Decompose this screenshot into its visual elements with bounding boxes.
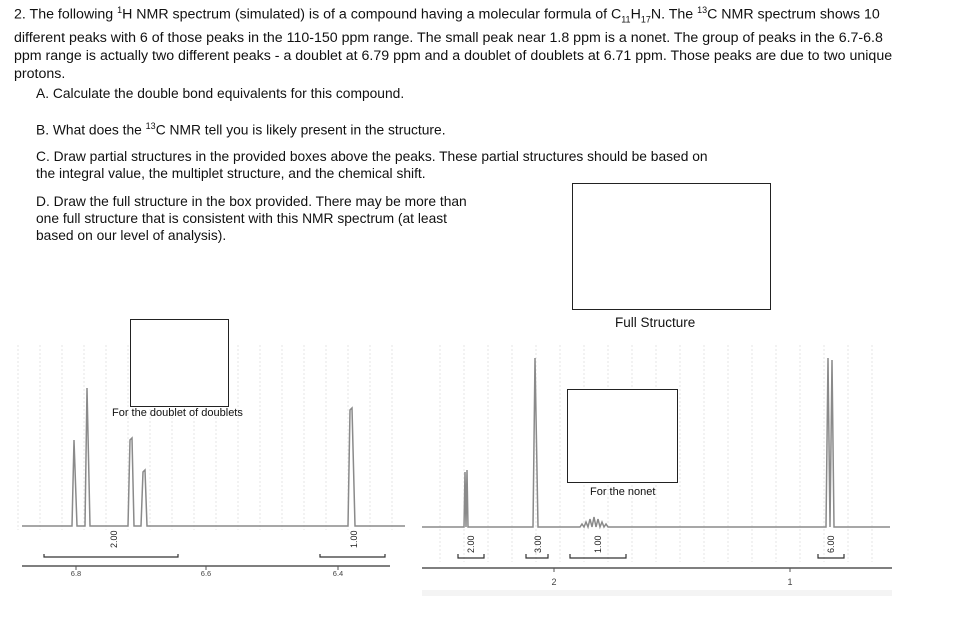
question-c: C. Draw partial structures in the provided boxes above the peaks. These partial structures should be based on the integral value, the multiplet structure, and the chemical shift. — [36, 149, 708, 181]
question-a: A. Calculate the double bond equivalents for this compound. — [36, 86, 405, 101]
integral-bracket-3-00 — [526, 554, 548, 558]
nonet-label: For the nonet — [590, 486, 656, 498]
tick-label-6-4: 6.4 — [332, 569, 344, 578]
integral-label-1-00-right: 1.00 — [593, 535, 603, 553]
integral-label-3-00: 3.00 — [533, 535, 543, 553]
doublet-of-doublets-label: For the doublet of doublets — [112, 407, 243, 419]
tick-label-6-6: 6.6 — [200, 569, 212, 578]
tick-label-2: 2 — [551, 577, 557, 587]
integral-bracket-1-00-left — [320, 554, 385, 557]
integral-bracket-2-00-right — [458, 554, 484, 558]
tick-label-6-8: 6.8 — [70, 569, 82, 578]
problem-intro: 2. The following $^1$H NMR spectrum (simulated) is of a compound having a molecular formula of $C_{11}H_{17}N$. The $^{13}$C NMR spectrum shows 10 different peaks with 6 of those peaks in the 110-150 ppm range. The small peak near 1.8 ppm is a nonet. The group of peaks in the 6.7-6.8 ppm range is actually two different peaks - a doublet at 6.79 ppm and a doublet of doublets at 6.71 ppm. Those peaks are due to two unique protons. — [14, 5, 893, 82]
nonet-box[interactable] — [567, 389, 678, 483]
full-structure-box[interactable] — [572, 183, 771, 310]
integral-label-2-00-left: 2.00 — [109, 530, 119, 548]
integral-label-6-00: 6.00 — [826, 535, 836, 553]
right-bottom-band — [422, 590, 892, 596]
integral-bracket-2-00-left — [44, 554, 178, 557]
question-d: D. Draw the full structure in the box provided. There may be more than one full structure that is consistent with this NMR spectrum (at least based on our level of analysis). — [36, 194, 467, 243]
integral-bracket-6-00 — [818, 554, 844, 558]
question-b: B. What does the $^{13}$C NMR tell you is likely present in the structure. — [36, 121, 446, 138]
full-structure-label: Full Structure — [615, 315, 696, 330]
doublet-of-doublets-box[interactable] — [130, 319, 229, 407]
integral-label-1-00-left: 1.00 — [349, 530, 359, 548]
integral-bracket-1-00-right — [570, 554, 626, 558]
integral-label-2-00-right: 2.00 — [466, 535, 476, 553]
tick-label-1: 1 — [787, 577, 793, 587]
